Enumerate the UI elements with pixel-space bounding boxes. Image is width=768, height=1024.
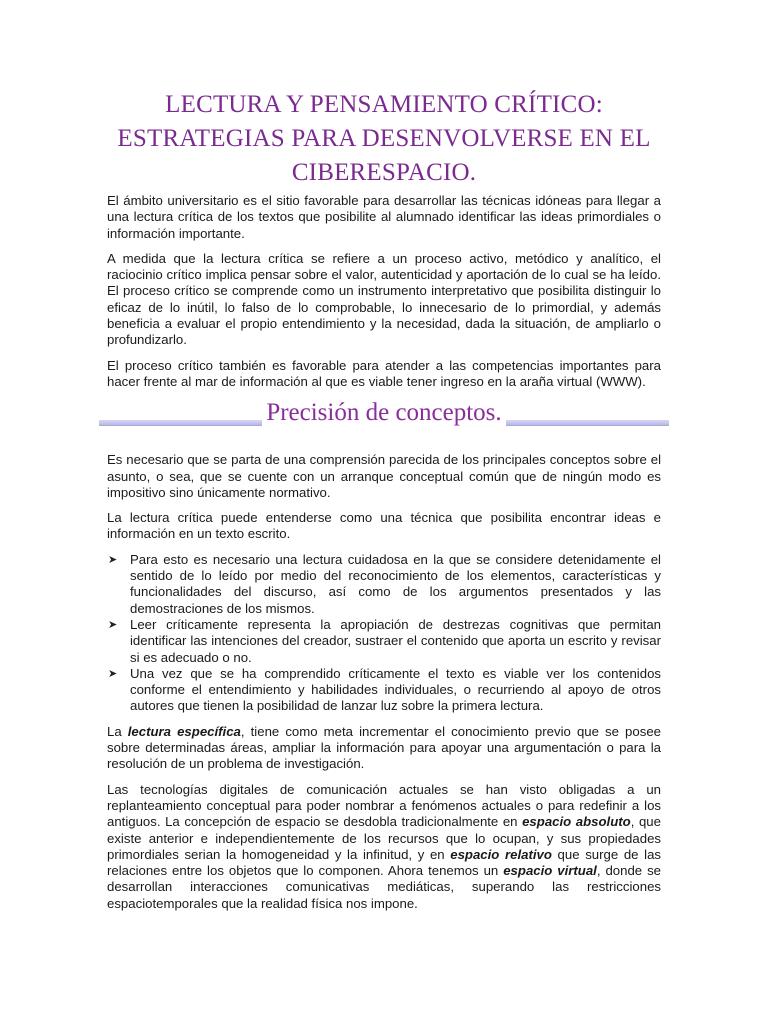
text-run: , donde se desarrollan interacciones comunicativas mediáticas, superando las restricciones espaciotemporales que la realidad física nos impone. <box>107 863 662 911</box>
title-line-1: LECTURA Y PENSAMIENTO CRÍTICO: <box>165 91 603 118</box>
text-run: que surge de las relaciones entre los objetos que lo componen. Ahora tenemos un <box>107 846 661 879</box>
list-item <box>107 552 661 617</box>
text-run: La <box>107 723 128 739</box>
bullet-text: Una vez que se ha comprendido críticamente el texto es viable ver los contenidos conforme el entendimiento y habilidades individuales, o recurriendo al apoyo de otros autores que tienen la posibilidad de lanzar luz sobre la primera lectura. <box>130 665 661 714</box>
arrow-bullet-icon: ➤ <box>108 618 118 631</box>
section-paragraph-3 <box>107 724 661 773</box>
title-line-2: ESTRATEGIAS PARA DESENVOLVERSE EN EL <box>117 125 651 152</box>
list-item <box>107 666 661 715</box>
intro-paragraph-3: El proceso crítico también es favorable para atender a las competencias importantes para hacer frente al mar de información al que es viable tener ingreso en la araña virtual (WWW). <box>107 357 661 389</box>
document-title <box>90 88 678 190</box>
text-run: , tiene como meta incrementar el conocimiento previo que se posee sobre determinadas áreas, ampliar la información para apoyar una argumentación o para la resolución de un problema de investigación. <box>107 723 661 772</box>
list-item <box>107 617 661 666</box>
section-heading <box>99 400 669 440</box>
term-espacio-absoluto: espacio absoluto <box>522 814 631 830</box>
text-run: , que existe anterior e independientemente de los recursos que lo ocupan, y sus propiedades primordiales serian la homogeneidad y la infinitud, y en <box>107 814 661 862</box>
bullet-text: Para esto es necesario una lectura cuidadosa en la que se considere detenidamente el sentido de lo leído por medio del reconocimiento de los elementos, características y funcionalidades del discurso, así como de los argumentos presentados y las demostraciones de los mismos. <box>130 551 661 616</box>
bullet-list <box>107 552 661 715</box>
term-espacio-virtual: espacio virtual <box>503 863 597 879</box>
intro-paragraph-1: El ámbito universitario es el sitio favorable para desarrollar las técnicas idóneas para llegar a una lectura crítica de los textos que posibilite al alumnado identificar las ideas primordiales o información importante. <box>107 193 661 241</box>
section-paragraph-1: Es necesario que se parta de una comprensión parecida de los principales conceptos sobre el asunto, o sea, que se cuente con un arranque conceptual común que de ningún modo es impositivo sino únicamente normativo. <box>107 452 661 500</box>
arrow-bullet-icon: ➤ <box>108 667 118 680</box>
section-paragraph-4 <box>107 782 661 912</box>
title-line-3: CIBERESPACIO. <box>291 159 477 186</box>
bullet-text: Leer críticamente representa la apropiación de destrezas cognitivas que permitan identificar las intenciones del creador, sustraer el contenido que aporta un escrito y revisar si es adecuado o no. <box>130 616 661 665</box>
term-lectura-especifica: lectura específica <box>127 723 241 739</box>
intro-paragraph-2: A medida que la lectura crítica se refiere a un proceso activo, metódico y analítico, el raciocinio crítico implica pensar sobre el valor, autenticidad y aportación de lo cual se ha leído. El proceso crítico se comprende como un instrumento interpretativo que posibilita distinguir lo eficaz de lo inútil, lo falso de lo comprobable, lo innecesario de lo primordial, y además beneficia a evaluar el propio entendimiento y la necesidad, dada la situación, de ampliarlo o profundizarlo. <box>107 250 661 348</box>
section-paragraph-2: La lectura crítica puede entenderse como una técnica que posibilita encontrar ideas e información en un texto escrito. <box>107 510 661 542</box>
text-run: Las tecnologías digitales de comunicación actuales se han visto obligadas a un replanteamiento conceptual para poder nombrar a fenómenos actuales o para redefinir a los antiguos. La concepción de espacio se desdobla tradicionalmente en <box>107 781 661 830</box>
document-body <box>107 193 661 921</box>
section-heading-text: Precisión de conceptos. <box>262 399 505 426</box>
term-espacio-relativo: espacio relativo <box>450 846 552 862</box>
arrow-bullet-icon: ➤ <box>108 553 118 566</box>
